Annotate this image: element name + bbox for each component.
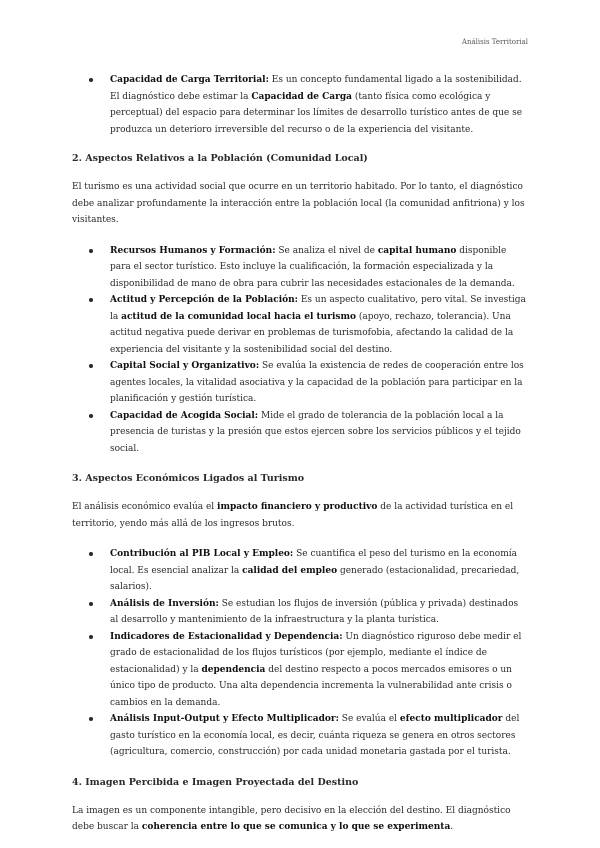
item-emphasis: Capacidad de Carga [251,91,352,102]
item-term: Capital Social y Organizativo: [110,361,260,371]
item-term: Análisis de Inversión: [110,598,219,609]
item-term: Actitud y Percepción de la Población: [110,295,298,305]
item-text: Se evalúa el [338,714,400,724]
list-item [110,629,528,712]
item-emphasis: efecto multiplicador [399,714,503,724]
item-emphasis: actitud de la comunidad local hacia el turismo [121,311,356,322]
item-term: Capacidad de Carga Territorial: [110,75,269,85]
item-text: (tanto física como ecológica y perceptual) del espacio para determinar los límites de desarrollo turístico antes de que se produzca un deterioro irreversible del recurso o de la experiencia del visitante. [110,91,523,135]
item-text: Se analiza el nivel de [275,245,378,256]
intro-text: El análisis económico evalúa el [72,502,218,512]
intro-text: de la actividad turística en el territorio, yendo más allá de los ingresos brutos. [72,502,514,529]
item-term: Contribución al PIB Local y Empleo: [110,549,294,559]
running-header: Análisis Territorial [461,38,528,46]
section-2-intro: El turismo es una actividad social que ocurre en un territorio habitado. Por lo tanto, el diagnóstico debe analizar profundamente la interacción entre la población local (la comunidad anfitriona) y los visitantes. [72,182,525,225]
section-3-list [72,546,528,761]
intro-emphasis: impacto financiero y productivo [217,502,378,512]
section-2-heading: 2. Aspectos Relativos a la Población (Comunidad Local) [72,153,368,164]
section-4-intro [72,803,528,836]
list-item [110,72,528,138]
list-item [110,711,528,761]
item-text: Se cuantifica el peso del turismo en la economía local. Es esencial analizar la [110,549,517,576]
item-emphasis: capital humano [377,245,457,256]
item-text: Mide el grado de tolerancia de la población local a la presencia de turistas y la presión que estos ejercen sobre los servicios públicos y el tejido social. [110,410,521,454]
item-emphasis: calidad del empleo [242,565,338,576]
document-body [72,72,528,836]
item-term: Recursos Humanos y Formación: [110,245,276,256]
list-item [110,596,528,629]
item-text: (apoyo, rechazo, tolerancia). Una actitud negativa puede derivar en problemas de turismofobia, afectando la calidad de la experiencia del visitante y la sostenibilidad social del destino. [110,311,514,355]
item-term: Indicadores de Estacionalidad y Dependencia: [110,631,343,642]
item-text: Se evalúa la existencia de redes de cooperación entre los agentes locales, la vitalidad asociativa y la capacidad de la población para participar en la planificación y gestión turística. [110,361,524,404]
item-text: disponible para el sector turístico. Esto incluye la cualificación, la formación especializada y la disponibilidad de mano de obra para cubrir las necesidades estacionales de la demanda. [110,245,515,289]
item-text: generado (estacionalidad, precariedad, salarios). [110,565,520,592]
item-text: Se estudian los flujos de inversión (pública y privada) destinados al desarrollo y mantenimiento de la infraestructura y la planta turística. [110,598,519,625]
list-item [110,408,528,458]
intro-text: . [450,822,454,832]
list-item [110,358,528,408]
section-3-heading: 3. Aspectos Económicos Ligados al Turismo [72,473,305,484]
item-emphasis: dependencia [201,664,266,675]
section-2-list [72,243,528,458]
item-text: Es un aspecto cualitativo, pero vital. Se investiga la [110,295,526,322]
list-item [110,292,528,358]
capacity-list [72,72,528,138]
item-term: Análisis Input-Output y Efecto Multiplicador: [110,714,339,724]
item-text: Un diagnóstico riguroso debe medir el grado de estacionalidad de los flujos turísticos (por ejemplo, mediante el índice de estacionalidad) y la [110,631,522,675]
list-item [110,243,528,293]
intro-text: La imagen es un componente intangible, pero decisivo en la elección del destino. El diagnóstico debe buscar la [72,805,511,832]
item-text: Es un concepto fundamental ligado a la sostenibilidad. El diagnóstico debe estimar la [110,75,522,102]
section-4-heading: 4. Imagen Percibida e Imagen Proyectada del Destino [72,776,359,788]
item-term: Capacidad de Acogida Social: [110,410,259,421]
item-text: del gasto turístico en la economía local, es decir, cuánta riqueza se genera en otros sectores (agricultura, comercio, construcción) por cada unidad monetaria gastada por el turista. [110,714,520,757]
intro-emphasis: coherencia entre lo que se comunica y lo que se experimenta [141,822,451,832]
section-3-intro [72,499,528,532]
list-item [110,546,528,596]
item-text: del destino respecto a pocos mercados emisores o un único tipo de producto. Una alta dependencia incrementa la vulnerabilidad ante crisis o cambios en la demanda. [110,664,512,708]
